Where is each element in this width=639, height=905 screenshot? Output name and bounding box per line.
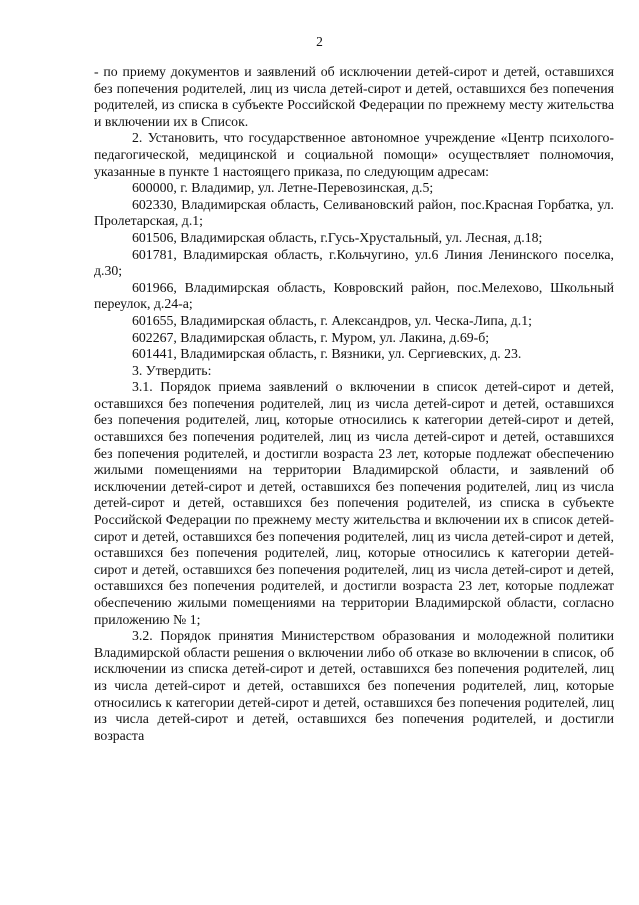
address-line: 601506, Владимирская область, г.Гусь-Хрустальный, ул. Лесная, д.18; — [132, 229, 543, 245]
address-line: 601655, Владимирская область, г. Александров, ул. Ческа-Липа, д.1; — [132, 312, 532, 328]
address-line: 602330, Владимирская область, Селивановский район, пос.Красная Горбатка, ул. Пролетарская, д.1; — [94, 196, 614, 229]
address-line: 600000, г. Владимир, ул. Летне-Перевозинская, д.5; — [132, 180, 434, 196]
paragraph-documents-exclusion: - по приему документов и заявлений об исключении детей-сирот и детей, оставшихся без попечения родителей, лиц из числа детей-сирот и детей, оставшихся без попечения родителей, из списка в субъекте Российской Федерации по прежнему месту жительства и включении их в Список. — [94, 64, 614, 129]
section-3-1-paragraph: 3.1. Порядок приема заявлений о включении в список детей-сирот и детей, оставшихся без попечения родителей, лиц из числа детей-сирот и детей, оставшихся без попечения родителей, лиц, которые относились к категории детей-сирот и детей, оставшихся без попечения родителей, лиц из числа детей-сирот и детей, оставшихся без попечения родителей, и достигли возраста 23 лет, которые подлежат обеспечению жилыми помещениями на территории Владимирской области, и заявлений об исключении детей-сирот и детей, оставшихся без попечения родителей, лиц из числа детей-сирот и детей, оставшихся без попечения родителей, из списка в субъекте Российской Федерации по прежнему месту жительства и включении их в список детей-сирот и детей, оставшихся без попечения родителей, лиц из числа детей-сирот и детей, оставшихся без попечения родителей, лиц, которые относились к категории детей-сирот и детей, оставшихся без попечения родителей, лиц из числа детей-сирот и детей, оставшихся без попечения родителей, и достигли возраста 23 лет, которые подлежат обеспечению жилыми помещениями на территории Владимирской области, согласно приложению № 1; — [94, 379, 614, 627]
document-body — [94, 64, 614, 744]
address-line: 601441, Владимирская область, г. Вязники, ул. Сергиевских, д. 23. — [132, 346, 522, 362]
paragraph-section-2: 2. Установить, что государственное автономное учреждение «Центр психолого-педагогической, медицинской и социальной помощи» осуществляет полномочия, указанные в пункте 1 настоящего приказа, по следующим адресам: — [94, 130, 614, 179]
section-3-heading: 3. Утвердить: — [132, 362, 212, 378]
address-line: 601781, Владимирская область, г.Кольчугино, ул.6 Линия Ленинского поселка, д.30; — [94, 246, 614, 279]
section-3-2-paragraph: 3.2. Порядок принятия Министерством образования и молодежной политики Владимирской области решения о включении либо об отказе во включении в список, об исключении из списка детей-сирот и детей, оставшихся без попечения родителей, лиц из числа детей-сирот и детей, оставшихся без попечения родителей, лиц, которые относились к категории детей-сирот и детей, оставшихся без попечения родителей, лиц из числа детей-сирот и детей, оставшихся без попечения родителей, и достигли возраста — [94, 628, 614, 743]
page-number: 2 — [316, 34, 323, 49]
address-line: 602267, Владимирская область, г. Муром, ул. Лакина, д.69-б; — [132, 329, 490, 345]
address-line: 601966, Владимирская область, Ковровский район, пос.Мелехово, Школьный переулок, д.24-а; — [94, 279, 614, 312]
